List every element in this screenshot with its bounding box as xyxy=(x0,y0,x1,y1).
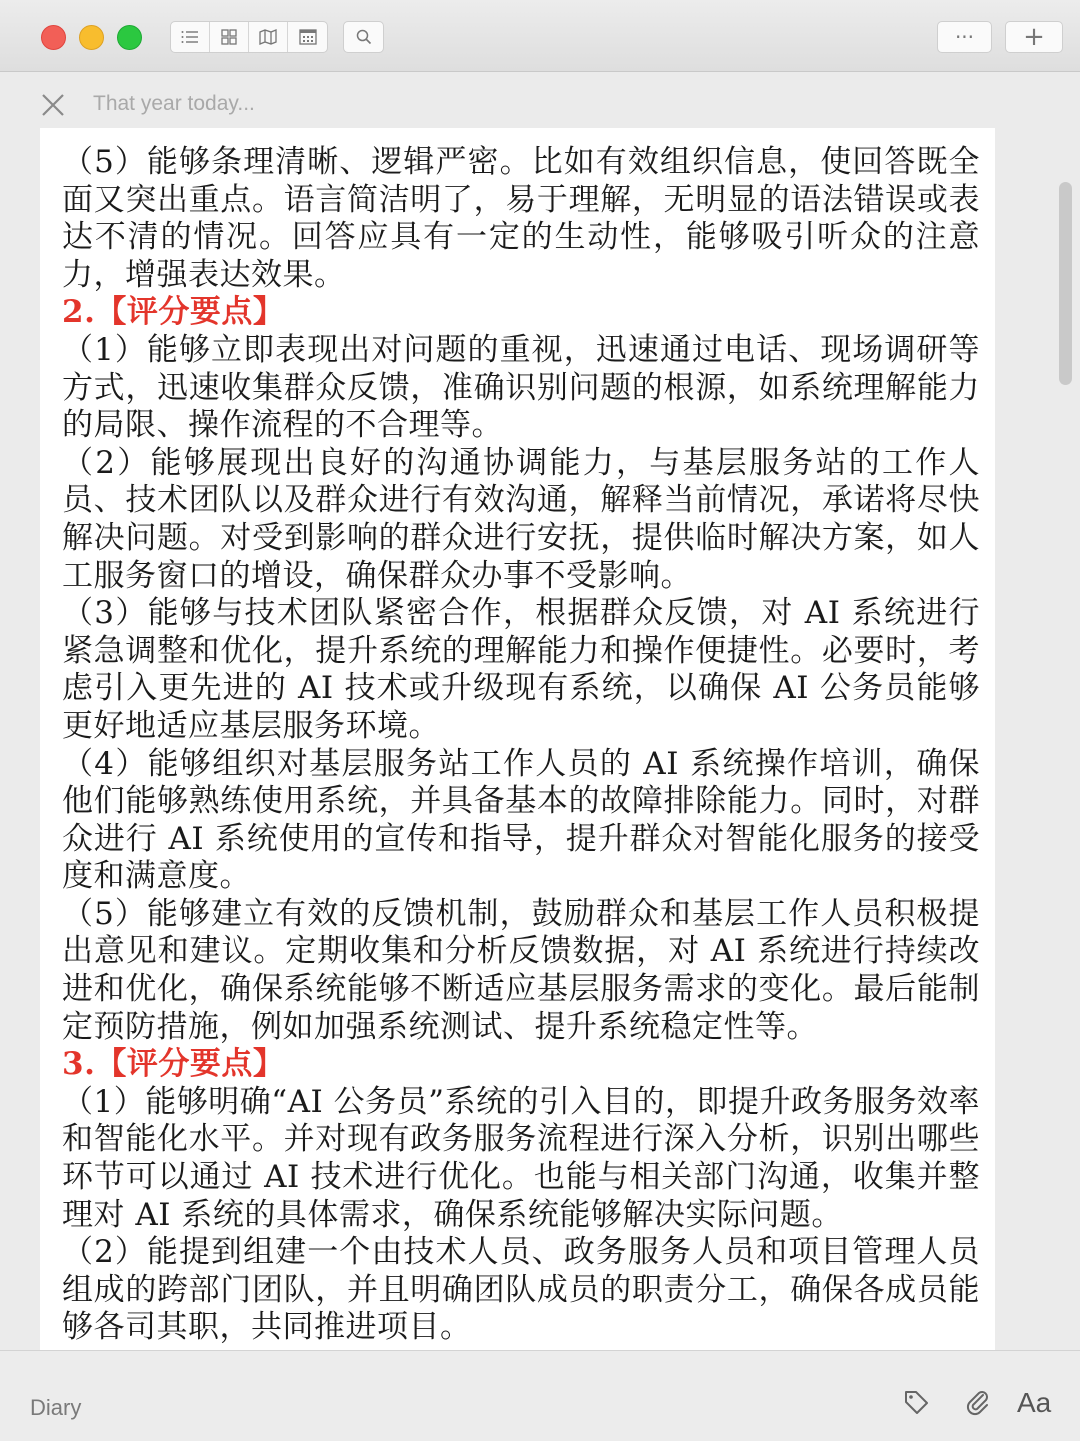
paragraph: （5）能够条理清晰、逻辑严密。比如有效组织信息，使回答既全面又突出重点。语言简洁明了，易于理解，无明显的语法错误或表达不清的情况。回答应具有一定的生动性，能够吸引听众的注意力，增强表达效果。 xyxy=(62,144,980,293)
more-button[interactable] xyxy=(937,21,992,53)
list-icon xyxy=(180,29,200,45)
minimize-window-button[interactable] xyxy=(79,25,104,50)
section-heading: 2.【评分要点】 xyxy=(62,294,285,331)
grid-view-button[interactable] xyxy=(210,22,249,52)
title-bar xyxy=(0,0,1080,72)
paragraph: （2）能够展现出良好的沟通协调能力，与基层服务站的工作人员、技术团队以及群众进行有效沟通，解释当前情况，承诺将尽快解决问题。对受到影响的群众进行安抚，提供临时解决方案，如人工服务窗口的增设，确保群众办事不受影响。 xyxy=(62,444,980,594)
more-icon: ··· xyxy=(954,25,975,49)
view-switcher xyxy=(170,21,328,53)
search-icon xyxy=(355,28,373,46)
text-format-button[interactable]: Aa xyxy=(1017,1387,1052,1418)
entry-document[interactable] xyxy=(40,128,995,1350)
map-icon xyxy=(258,28,278,46)
paragraph: （1）能够立即表现出对问题的重视，迅速通过电话、现场调研等方式，迅速收集群众反馈，准确识别问题的根源，如系统理解能力的局限、操作流程的不合理等。 xyxy=(62,331,980,444)
search-button[interactable] xyxy=(343,21,384,53)
section-heading: 3.【评分要点】 xyxy=(62,1046,285,1083)
footer-bar xyxy=(0,1350,1080,1441)
add-icon: + xyxy=(1023,22,1045,52)
paperclip-icon[interactable] xyxy=(963,1387,993,1417)
entry-title[interactable]: That year today... xyxy=(93,92,255,115)
paragraph: （4）能够组织对基层服务站工作人员的 AI 系统操作培训，确保他们能够熟练使用系统，并具备基本的故障排除能力。同时，对群众进行 AI 系统使用的宣传和指导，提升群众对智能化服务的接受度和满意度。 xyxy=(62,745,980,895)
paragraph: （5）能够建立有效的反馈机制，鼓励群众和基层工作人员积极提出意见和建议。定期收集和分析反馈数据，对 AI 系统进行持续改进和优化，确保系统能够不断适应基层服务需求的变化。最后能制定预防措施，例如加强系统测试、提升系统稳定性等。 xyxy=(62,895,980,1045)
map-view-button[interactable] xyxy=(249,22,288,52)
scrollbar-thumb[interactable] xyxy=(1059,182,1072,385)
calendar-icon xyxy=(298,28,318,46)
add-entry-button[interactable] xyxy=(1005,21,1063,53)
paragraph: （3）能够与技术团队紧密合作，根据群众反馈，对 AI 系统进行紧急调整和优化，提升系统的理解能力和操作便捷性。必要时，考虑引入更先进的 AI 技术或升级现有系统，以确保 AI 公务员能够更好地适应基层服务环境。 xyxy=(62,595,980,744)
grid-icon xyxy=(220,28,238,46)
close-window-button[interactable] xyxy=(41,25,66,50)
zoom-window-button[interactable] xyxy=(117,25,142,50)
document-text xyxy=(62,144,980,1347)
paragraph: （1）能够明确“AI 公务员”系统的引入目的，即提升政务服务效率和智能化水平。并对现有政务服务流程进行深入分析，识别出哪些环节可以通过 AI 技术进行优化。也能与相关部门沟通，收集并整理对 AI 系统的具体需求，确保系统能够解决实际问题。 xyxy=(62,1083,980,1233)
tag-icon[interactable] xyxy=(901,1387,931,1417)
calendar-view-button[interactable] xyxy=(288,22,327,52)
close-icon[interactable] xyxy=(40,92,66,118)
list-view-button[interactable] xyxy=(171,22,210,52)
paragraph: （2）能提到组建一个由技术人员、政务服务人员和项目管理人员组成的跨部门团队，并且明确团队成员的职责分工，确保各成员能够各司其职，共同推进项目。 xyxy=(62,1234,980,1346)
notebook-selector[interactable]: Diary xyxy=(30,1395,82,1420)
